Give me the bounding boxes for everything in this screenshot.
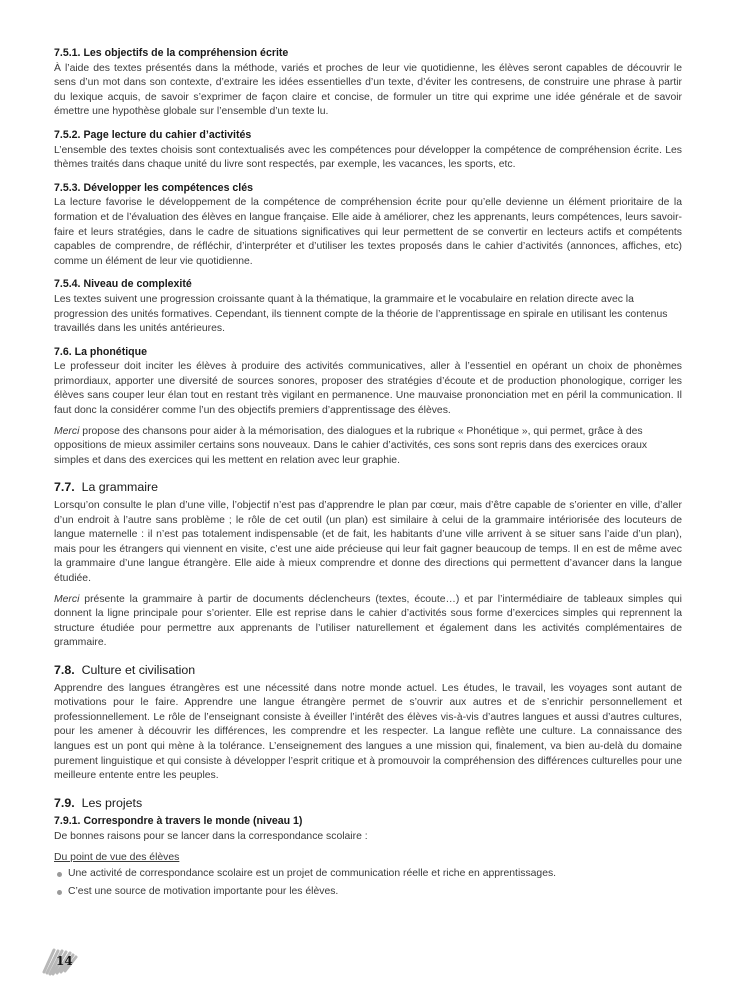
paragraph: De bonnes raisons pour se lancer dans la correspondance scolaire : bbox=[54, 830, 368, 842]
document-page bbox=[54, 46, 682, 902]
list-item: Une activité de correspondance scolaire est un projet de communication réelle et riche en apprentissages. bbox=[54, 867, 682, 882]
bullet-list bbox=[54, 867, 682, 899]
paragraph: Merci présente la grammaire à partir de documents déclencheurs (textes, écoute…) et par l’intermédiaire de tableaux simples qui donnent la ligne principale pour s’orienter. Elle est reprise dans le cahier d’activités sous forme d’exercices simples qui reprennent la structure étudiée pour permettre aux apprenants de l’utiliser naturellement et également dans les activités complémentaires de grammaire. bbox=[54, 593, 682, 649]
paragraph: Lorsqu’on consulte le plan d’une ville, l’objectif n’est pas d’apprendre le plan par cœur, mais d’être capable de s’orienter en ville, d’aller d’un endroit à l’autre sans problème ; le rôle de cet outil (un plan) est similaire à celui de la grammaire intériorisée des locuteurs de langue maternelle : il n’est pas totalement indispensable (et de fait, les habitants d’une ville arrivent à se situer sans l’aide d’un plan), mais pour les étrangers qui viennent en visite, c’est une aide précieuse qui leur fait gagner beaucoup de temps. Il en est de même avec la grammaire d’une langue étrangère. Elle aide à mieux comprendre et donne des directions qui permettent d’avancer dans la langue étudiée. bbox=[54, 500, 682, 584]
section-7-6 bbox=[54, 345, 682, 469]
section-7-5-3 bbox=[54, 181, 682, 270]
subsection-heading: 7.9.1. Correspondre à travers le monde (niveau 1) bbox=[54, 815, 303, 828]
section-heading: 7.5.1. Les objectifs de la compréhension écrite bbox=[54, 47, 289, 59]
paragraph: Apprendre des langues étrangères est une nécessité dans notre monde actuel. Les études, le travail, les voyages sont autant de motivations pour le faire. Apprendre une langue étrangère permet de s’ouvrir aux autres et de s’enrichir personnellement et professionnellement. Le rôle de l’enseignant consiste à éveiller l’intérêt des élèves vis-à-vis d’autres langues et aussi d’autres cultures, pour les amener à découvrir les différences, les comprendre et les respecter. La langue reflète une culture. La connaissance des langues est un pont qui mène à la tolérance. L’enseignement des langues a une mission qui, finalement, va bien au-delà du domaine purement linguistique et qui consiste à développer l’esprit critique et à promouvoir la compréhension des différences culturelles pour une meilleure entente entre les peuples. bbox=[54, 682, 682, 782]
page-number: 14 bbox=[56, 954, 73, 968]
paragraph: À l’aide des textes présentés dans la méthode, variés et proches de leur vie quotidienne, les élèves seront capables de découvrir le sens d’un mot dans son contexte, d’extraire les idées essentielles d’un texte, d’éviter les contresens, de construire une phrase à partir du lexique acquis, de savoir s’exprimer de façon claire et concise, de formuler un titre qui exprime une idée générale et de savoir émettre une hypothèse globale sur l’ensemble d’un texte lu. bbox=[54, 62, 682, 118]
section-heading: 7.7. La grammaire bbox=[54, 480, 158, 495]
paragraph: Les textes suivent une progression croissante quant à la thématique, la grammaire et le vocabulaire en relation directe avec la progression des unités formatives. Cependant, ils tiennent compte de la théorie de l’apprentissage en spirale en utilisant les contenus travaillés dans les unités antérieures. bbox=[54, 293, 668, 335]
section-heading: 7.9. Les projets bbox=[54, 795, 143, 810]
section-heading: 7.6. La phonétique bbox=[54, 345, 148, 358]
section-7-5-1 bbox=[54, 46, 682, 120]
section-7-5-4 bbox=[54, 277, 682, 336]
product-name: Merci bbox=[54, 593, 80, 605]
product-name: Merci bbox=[54, 425, 80, 437]
section-heading: 7.5.3. Développer les compétences clés bbox=[54, 181, 254, 194]
paragraph: Le professeur doit inciter les élèves à produire des activités communicatives, aller à l’essentiel en opérant un choix de phonèmes primordiaux, apporter une diversité de sources sonores, proposer des stratégies d’écoute et de production phonologique, corriger les élèves sans couper leur élan tout en restant très vigilant en permanence. Une mauvaise prononciation met en péril la communication. Il faut donc la considérer comme l’un des objectifs premiers d’apprentissage des élèves. bbox=[54, 361, 682, 417]
page-number-badge bbox=[40, 946, 80, 976]
section-7-7 bbox=[54, 480, 682, 651]
section-7-9 bbox=[54, 796, 682, 900]
section-heading: 7.8. Culture et civilisation bbox=[54, 662, 196, 677]
paragraph: L’ensemble des textes choisis sont contextualisés avec les compétences pour développer la compétence de compréhension écrite. Les thèmes traités dans chaque unité du livre sont respectés, par exemple, les vacances, les sports, etc. bbox=[54, 144, 682, 171]
section-7-5-2 bbox=[54, 128, 682, 173]
list-item: C’est une source de motivation importante pour les élèves. bbox=[54, 885, 682, 900]
paragraph: La lecture favorise le développement de la compétence de compréhension écrite pour qu’elle devienne un élément prioritaire de la formation et de l’évaluation des élèves en langue française. Elle aide à améliorer, chez les apprenants, leurs compétences, leurs savoir-faire et leurs stratégies, dans le cadre de situations significatives qui leur permettent de se convertir en lecteurs actifs et compétents capables de comprendre, de réfléchir, d’interpréter et d’utiliser les textes proposés dans le cahier d’activités (annonces, affiches, etc) comme un élément de leur vie quotidienne. bbox=[54, 197, 682, 267]
section-7-8 bbox=[54, 663, 682, 784]
section-heading: 7.5.2. Page lecture du cahier d’activités bbox=[54, 128, 252, 141]
subheading-underlined: Du point de vue des élèves bbox=[54, 851, 180, 863]
section-heading: 7.5.4. Niveau de complexité bbox=[54, 278, 192, 291]
paragraph: Merci propose des chansons pour aider à la mémorisation, des dialogues et la rubrique « Phonétique », qui permet, grâce à des oppositions de mieux assimiler certains sons nouveaux. Dans le cahier d’activités, ces sons sont repris dans des exercices oraux simples et dans des exercices qui les mettent en relation avec leur graphie. bbox=[54, 425, 648, 466]
